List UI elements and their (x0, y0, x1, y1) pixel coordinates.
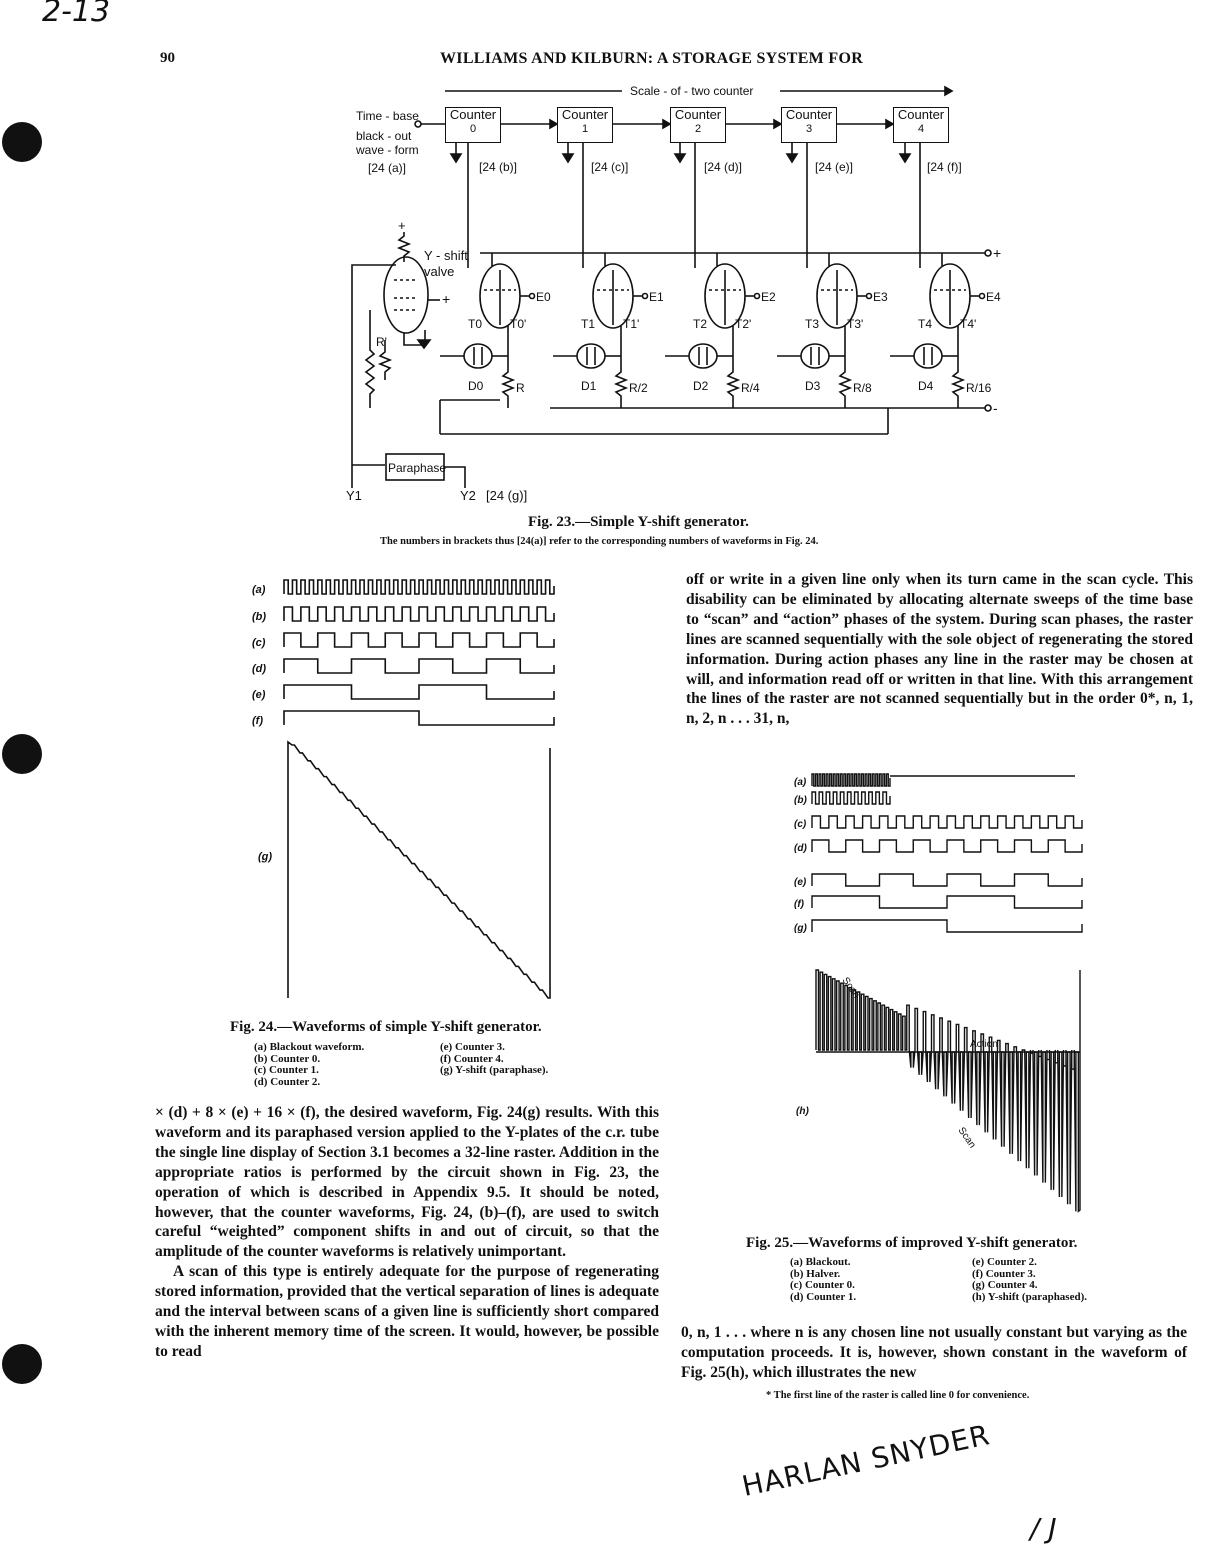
fig23-subcaption: The numbers in brackets thus [24(a)] refer to the corresponding numbers of waveforms in Fig. 24. (380, 536, 819, 547)
stage-e-label: E0 (536, 290, 551, 304)
r-prime-label: R' (376, 335, 387, 349)
stage-d-label: D4 (918, 379, 934, 393)
waveform-trace (812, 792, 890, 804)
fig25-caption: Fig. 25.—Waveforms of improved Y-shift generator. (746, 1235, 1078, 1251)
fig25-waveforms (790, 770, 1090, 1230)
paragraph: × (d) + 8 × (e) + 16 × (f), the desired waveform, Fig. 24(g) results. With this waveform and its paraphased version applied to the Y-plates of the c.r. tube the single line display of Section 3.1 becomes a 32-line raster. Addition in the appropriate ratios is performed by the circuit shown in Fig. 23, the operation of which is described in Appendix 9.5. It should be noted, however, that the counter waveforms, Fig. 24, (b)–(f), are used to switch careful “weighted” component shifts in and out of circuit, so that the amplitude of the counter waveforms is relatively unimportant. (155, 1104, 659, 1261)
waveform-label: (b) (794, 795, 807, 806)
waveform-label: (h) (796, 1106, 809, 1117)
stage-t-label: T3 (805, 317, 820, 331)
fig25-legend-right (972, 1257, 1087, 1303)
stage-t-label: T2 (693, 317, 708, 331)
fig24-legend-left (254, 1042, 364, 1088)
stage-tp-label: T2' (735, 317, 752, 331)
paragraph: 0, n, 1 . . . where n is any chosen line not usually constant but varying as the computation proceeds. It is, however, shown constant in the waveform of Fig. 25(h), which illustrates the new (681, 1324, 1187, 1381)
counter-ref: [24 (d)] (704, 160, 743, 174)
counter-title: Counter (561, 107, 609, 122)
fig24-waveforms (250, 570, 580, 1010)
waveform-trace (812, 920, 1082, 932)
running-title: WILLIAMS AND KILBURN: A STORAGE SYSTEM FOR (440, 50, 864, 67)
stage-tp-label: T4' (960, 317, 977, 331)
legend-item: (d) Counter 1. (790, 1290, 857, 1303)
waveform-trace (812, 816, 1082, 828)
footnote: * The first line of the raster is called line 0 for convenience. (766, 1390, 1030, 1401)
waveform-label: (e) (252, 689, 266, 701)
waveform-label: (g) (258, 851, 273, 863)
fig23-caption: Fig. 23.—Simple Y-shift generator. (528, 514, 749, 530)
fig24-caption: Fig. 24.—Waveforms of simple Y-shift generator. (230, 1019, 542, 1035)
timebase-label-2: black - out (356, 129, 412, 143)
counter-index: 1 (581, 123, 589, 135)
y2-ref: [24 (g)] (486, 488, 528, 503)
waveform-label: (g) (794, 923, 807, 934)
scan2-label: Scan (955, 1125, 978, 1151)
valve-stage-0 (440, 264, 551, 408)
counter-ref: [24 (e)] (815, 160, 854, 174)
waveform-label: (b) (252, 611, 267, 623)
counter-title: Counter (674, 107, 722, 122)
counter-index: 2 (694, 123, 702, 135)
fig23-circuit (0, 0, 1216, 520)
timebase-ref: [24 (a)] (368, 161, 407, 175)
bottom-mark: / J (1030, 1512, 1057, 1545)
fig25-legend-left (790, 1257, 856, 1303)
stage-r-label: R/8 (853, 381, 872, 395)
valve-label-2: valve (424, 264, 455, 279)
corner-note: 2-13 (42, 0, 111, 29)
scan-action-trace (816, 970, 1080, 1211)
timebase-label-3: wave - form (356, 143, 419, 157)
left-column-body (155, 1103, 659, 1362)
waveform-trace (284, 711, 554, 725)
stage-tp-label: T3' (847, 317, 864, 331)
right-column-bottom (681, 1323, 1187, 1383)
waveform-trace (812, 840, 1082, 852)
valve-stage-2 (665, 264, 776, 408)
stage-r-label: R (516, 381, 525, 395)
valve-label-1: Y - shift (424, 248, 468, 263)
waveform-label: (a) (252, 584, 266, 596)
counter-ref: [24 (c)] (591, 160, 629, 174)
legend-item: (a) Blackout. (790, 1256, 851, 1268)
stage-e-label: E3 (873, 290, 888, 304)
legend-item: (e) Counter 3. (440, 1041, 505, 1053)
waveform-label: (f) (794, 899, 804, 910)
valve-stage-3 (777, 264, 888, 408)
legend-item: (b) Counter 0. (254, 1052, 321, 1065)
legend-item: (b) Halver. (790, 1267, 841, 1280)
waveform-label: (f) (252, 715, 263, 727)
stage-r-label: R/2 (629, 381, 648, 395)
waveform-trace (284, 685, 554, 699)
stage-e-label: E4 (986, 290, 1001, 304)
punch-hole (2, 734, 42, 774)
action-label: Action (970, 1039, 998, 1050)
stage-t-label: T4 (918, 317, 933, 331)
paragraph: off or write in a given line only when its turn came in the scan cycle. This disability can be eliminated by allocating alternate sweeps of the time base to “scan” and “action” phases of the system. During scan phases, the raster lines are scanned sequentially with the sole object of regenerating the stored information. During action phases any line in the raster may be chosen at will, and information read off or written in that line. With this arrangement the lines of the raster are not scanned sequentially but in the order 0*, n, 1, n, 2, n . . . 31, n, (686, 571, 1193, 728)
counter-ref: [24 (b)] (479, 160, 518, 174)
counter-index: 4 (917, 123, 925, 135)
y2-label: Y2 (460, 488, 476, 503)
stage-d-label: D0 (468, 379, 484, 393)
legend-item: (g) Counter 4. (972, 1279, 1038, 1291)
waveform-label: (a) (794, 777, 807, 788)
counter-title: Counter (785, 107, 833, 122)
legend-item: (c) Counter 1. (254, 1064, 319, 1076)
right-column-top (686, 570, 1193, 729)
counter-box-1 (557, 107, 613, 143)
legend-item: (c) Counter 0. (790, 1279, 855, 1291)
waveform-trace (284, 659, 554, 673)
counter-box-4 (893, 107, 949, 143)
waveform-trace (812, 896, 1082, 908)
y1-label: Y1 (346, 488, 362, 503)
waveform-trace (284, 633, 554, 647)
scale-label: Scale - of - two counter (630, 84, 754, 98)
waveform-label: (c) (794, 819, 807, 830)
stage-t-label: T1 (581, 317, 596, 331)
stage-t-label: T0 (468, 317, 483, 331)
legend-item: (e) Counter 2. (972, 1256, 1037, 1268)
stage-r-label: R/16 (966, 381, 992, 395)
page-number: 90 (160, 50, 175, 66)
waveform-label: (e) (794, 877, 807, 888)
legend-item: (f) Counter 4. (440, 1052, 504, 1065)
waveform-label: (d) (252, 663, 267, 675)
timebase-label-1: Time - base (356, 109, 419, 123)
supply-plus: + (398, 218, 406, 233)
rail-minus: - (993, 400, 998, 416)
valve-stage-4 (890, 264, 1001, 408)
paraphase-label: Paraphase (388, 461, 447, 475)
stage-e-label: E2 (761, 290, 776, 304)
legend-item: (g) Y-shift (paraphase). (440, 1064, 549, 1076)
counter-box-3 (781, 107, 837, 143)
counter-title: Counter (449, 107, 497, 122)
paragraph: A scan of this type is entirely adequate for the purpose of regenerating stored information, provided that the vertical separation of lines is adequate and the interval between scans of a given line is sufficiently short compared with the inherent memory time of the screen. It would, however, be possible to read (155, 1263, 659, 1360)
rail-plus: + (993, 245, 1002, 261)
scan-label: Scan (839, 975, 862, 1001)
counter-box-2 (670, 107, 726, 143)
legend-item: (d) Counter 2. (254, 1075, 321, 1088)
counter-title: Counter (897, 107, 945, 122)
signature: HARLAN SNYDER (739, 1418, 993, 1503)
waveform-trace (284, 607, 554, 621)
staircase-trace (288, 742, 550, 998)
waveform-trace (284, 580, 554, 594)
legend-item: (f) Counter 3. (972, 1267, 1036, 1280)
waveform-label: (c) (252, 637, 266, 649)
legend-item: (h) Y-shift (paraphased). (972, 1290, 1088, 1303)
stage-tp-label: T1' (623, 317, 640, 331)
waveform-label: (d) (794, 843, 807, 854)
valve-plus: + (442, 291, 451, 307)
waveform-trace (812, 774, 890, 786)
stage-e-label: E1 (649, 290, 664, 304)
stage-d-label: D2 (693, 379, 709, 393)
valve-stage-1 (553, 264, 664, 408)
counter-box-0 (445, 107, 501, 143)
counter-index: 3 (805, 123, 813, 135)
stage-d-label: D1 (581, 379, 597, 393)
counter-index: 0 (469, 123, 477, 135)
waveform-trace (812, 874, 1082, 886)
punch-hole (2, 1344, 42, 1384)
stage-d-label: D3 (805, 379, 821, 393)
counter-ref: [24 (f)] (927, 160, 962, 174)
legend-item: (a) Blackout waveform. (254, 1041, 365, 1053)
stage-r-label: R/4 (741, 381, 760, 395)
fig24-legend-right (440, 1042, 548, 1077)
stage-tp-label: T0' (510, 317, 527, 331)
